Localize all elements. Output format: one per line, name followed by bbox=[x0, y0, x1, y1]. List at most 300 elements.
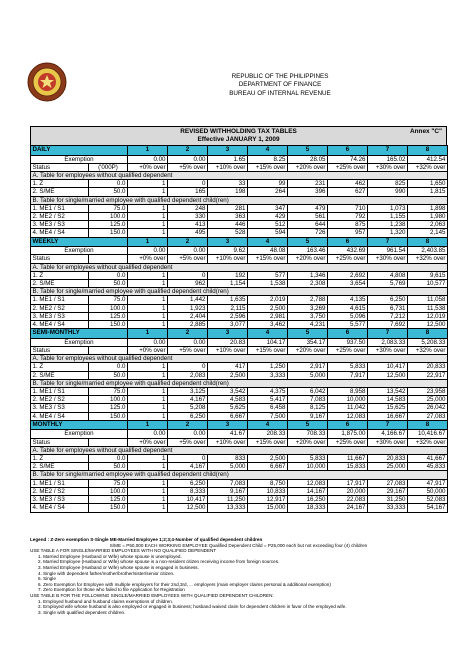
exemption-value: 0.00 bbox=[168, 247, 208, 255]
bracket-value: 12,500 bbox=[368, 371, 408, 379]
exemption-amount: 150.0 bbox=[89, 504, 128, 512]
bracket-value: 31,250 bbox=[368, 496, 408, 504]
bracket-value: 3,077 bbox=[208, 321, 248, 329]
bracket-value: 7,083 bbox=[208, 479, 248, 487]
bracket-value: 330 bbox=[168, 213, 208, 221]
status-rate: +0% over bbox=[128, 163, 168, 171]
bracket-value: 1 bbox=[128, 363, 168, 371]
table-a-band bbox=[31, 172, 448, 180]
status-rate: +30% over bbox=[368, 438, 408, 446]
status-rate: +32% over bbox=[408, 347, 448, 355]
bracket-value: 99 bbox=[248, 180, 288, 188]
use-table-a-heading: USE TABLE A FOR SINGLE/MARRIED EMPLOYEES WITH NO QUALIFIED DEPENDENT bbox=[30, 548, 217, 554]
table-row bbox=[31, 271, 448, 279]
status-rate: +32% over bbox=[408, 163, 448, 171]
bracket-number: 1 bbox=[128, 146, 168, 156]
bracket-value: 1 bbox=[128, 496, 168, 504]
status-code: 1. Z bbox=[31, 363, 89, 371]
bracket-value: 12,500 bbox=[168, 504, 208, 512]
table-a-label: A. Table for employees without qualified dependent bbox=[31, 172, 448, 180]
bracket-number: 4 bbox=[248, 237, 288, 247]
bracket-value: 2,115 bbox=[208, 304, 248, 312]
bracket-value: 18,333 bbox=[288, 504, 328, 512]
bracket-value: 16,250 bbox=[288, 496, 328, 504]
exemption-amount: 150.0 bbox=[89, 321, 128, 329]
exemption-value: 74.26 bbox=[328, 155, 368, 163]
bracket-value: 1 bbox=[128, 188, 168, 196]
bracket-value: 825 bbox=[368, 180, 408, 188]
table-row bbox=[31, 487, 448, 495]
bracket-value: 495 bbox=[168, 229, 208, 237]
table-a-band bbox=[31, 263, 448, 271]
exemption-value: 0.00 bbox=[128, 155, 168, 163]
bracket-value: 10,417 bbox=[168, 496, 208, 504]
bracket-value: 2,788 bbox=[288, 296, 328, 304]
table-row bbox=[31, 296, 448, 304]
header-line-department: DEPARTMENT OF FINANCE bbox=[238, 81, 322, 89]
bracket-value: 41,667 bbox=[408, 455, 448, 463]
status-code: 1. ME1 / S1 bbox=[31, 296, 89, 304]
bracket-value: 6,667 bbox=[208, 412, 248, 420]
status-rate: +10% over bbox=[208, 438, 248, 446]
bracket-value: 24,167 bbox=[328, 504, 368, 512]
bracket-value: 5,096 bbox=[328, 312, 368, 320]
bracket-value: 0 bbox=[168, 271, 208, 279]
bracket-value: 6,458 bbox=[248, 404, 288, 412]
table-title: REVISED WITHHOLDING TAX TABLES bbox=[180, 128, 297, 135]
status-rate: +25% over bbox=[328, 438, 368, 446]
bracket-number: 8 bbox=[408, 237, 448, 247]
status-code: 2. ME2 / S2 bbox=[31, 396, 89, 404]
status-unit bbox=[89, 438, 128, 446]
bracket-number: 5 bbox=[288, 237, 328, 247]
status-code: 4. ME4 / S4 bbox=[31, 321, 89, 329]
bracket-value: 833 bbox=[208, 455, 248, 463]
status-rate: +25% over bbox=[328, 255, 368, 263]
status-rate: +5% over bbox=[168, 255, 208, 263]
bracket-value: 594 bbox=[248, 229, 288, 237]
exemption-amount: 100.0 bbox=[89, 487, 128, 495]
status-code: 2. S/ME bbox=[31, 188, 89, 196]
status-rate: +30% over bbox=[368, 255, 408, 263]
status-row bbox=[31, 347, 448, 355]
bracket-value: 1 bbox=[128, 296, 168, 304]
status-code: 2. ME2 / S2 bbox=[31, 304, 89, 312]
bracket-value: 4,808 bbox=[368, 271, 408, 279]
bracket-value: 23,958 bbox=[408, 388, 448, 396]
bracket-value: 12,500 bbox=[408, 321, 448, 329]
status-code: 4. ME4 / S4 bbox=[31, 412, 89, 420]
bracket-value: 1 bbox=[128, 504, 168, 512]
bracket-value: 231 bbox=[288, 180, 328, 188]
bracket-value: 5,833 bbox=[328, 363, 368, 371]
exemption-amount: 50.0 bbox=[89, 371, 128, 379]
table-b-band bbox=[31, 379, 448, 387]
table-row bbox=[31, 280, 448, 288]
bracket-number: 7 bbox=[368, 146, 408, 156]
table-row bbox=[31, 412, 448, 420]
bracket-value: 20,833 bbox=[408, 363, 448, 371]
exemption-amount: 50.0 bbox=[89, 188, 128, 196]
bracket-value: 192 bbox=[208, 271, 248, 279]
table-row bbox=[31, 188, 448, 196]
bracket-value: 6,250 bbox=[368, 296, 408, 304]
exemption-label: Exemption bbox=[31, 247, 128, 255]
header-line-republic: REPUBLIC OF THE PHILIPPINES bbox=[231, 73, 329, 80]
bracket-value: 14,583 bbox=[368, 396, 408, 404]
bracket-number: 3 bbox=[208, 146, 248, 156]
bracket-value: 6,667 bbox=[248, 463, 288, 471]
section-header-row bbox=[31, 329, 448, 339]
bracket-value: 1 bbox=[128, 479, 168, 487]
bracket-value: 27,083 bbox=[368, 479, 408, 487]
bracket-value: 11,042 bbox=[328, 404, 368, 412]
bracket-number: 7 bbox=[368, 237, 408, 247]
bracket-value: 47,917 bbox=[408, 479, 448, 487]
status-code: 2. S/ME bbox=[31, 280, 89, 288]
bracket-value: 1,635 bbox=[208, 296, 248, 304]
table-row bbox=[31, 455, 448, 463]
exemption-value: 961.54 bbox=[368, 247, 408, 255]
bracket-value: 2,308 bbox=[288, 280, 328, 288]
status-code: 3. ME3 / S3 bbox=[31, 404, 89, 412]
table-row bbox=[31, 221, 448, 229]
exemption-value: 432.69 bbox=[328, 247, 368, 255]
bracket-value: 10,577 bbox=[408, 280, 448, 288]
table-row bbox=[31, 496, 448, 504]
bracket-value: 1,442 bbox=[168, 296, 208, 304]
status-code: 1. ME1 / S1 bbox=[31, 479, 89, 487]
bracket-number: 2 bbox=[168, 146, 208, 156]
exemption-amount: 50.0 bbox=[89, 463, 128, 471]
exemption-value: 0.00 bbox=[128, 338, 168, 346]
status-label: Status bbox=[31, 347, 89, 355]
bracket-value: 20,833 bbox=[368, 455, 408, 463]
bracket-number: 3 bbox=[208, 329, 248, 339]
bracket-value: 1 bbox=[128, 463, 168, 471]
bracket-value: 3,333 bbox=[248, 371, 288, 379]
bracket-value: 50,000 bbox=[408, 487, 448, 495]
bracket-value: 11,667 bbox=[328, 455, 368, 463]
status-unit: ('000P) bbox=[89, 163, 128, 171]
section-header-row bbox=[31, 420, 448, 430]
bracket-value: 1 bbox=[128, 271, 168, 279]
bracket-number: 2 bbox=[168, 329, 208, 339]
bracket-number: 7 bbox=[368, 329, 408, 339]
exemption-value: 0.00 bbox=[168, 430, 208, 438]
effective-date: Effective JANUARY 1, 2009 bbox=[197, 136, 280, 143]
bracket-number: 8 bbox=[408, 329, 448, 339]
bracket-number: 6 bbox=[328, 237, 368, 247]
bracket-value: 11,250 bbox=[208, 496, 248, 504]
bracket-value: 281 bbox=[208, 204, 248, 212]
bracket-number: 7 bbox=[368, 420, 408, 430]
status-code: 1. Z bbox=[31, 271, 89, 279]
bracket-value: 2,596 bbox=[208, 312, 248, 320]
bracket-value: 6,731 bbox=[368, 304, 408, 312]
exemption-amount: 100.0 bbox=[89, 213, 128, 221]
bracket-value: 2,063 bbox=[408, 221, 448, 229]
status-rate: +15% over bbox=[248, 347, 288, 355]
note-item: 3. Married Employee (Husband or Wife) whose spouse is engaged in business. bbox=[38, 564, 199, 570]
bracket-value: 4,167 bbox=[168, 463, 208, 471]
bracket-value: 0 bbox=[168, 363, 208, 371]
bracket-value: 990 bbox=[368, 188, 408, 196]
header-line-bureau: BUREAU OF INTERNAL REVENUE bbox=[229, 89, 331, 97]
bracket-value: 33,333 bbox=[368, 504, 408, 512]
bracket-value: 2,981 bbox=[248, 312, 288, 320]
bracket-value: 2,500 bbox=[248, 455, 288, 463]
bracket-value: 15,625 bbox=[368, 404, 408, 412]
status-label: Status bbox=[31, 255, 89, 263]
bracket-value: 1 bbox=[128, 221, 168, 229]
bracket-value: 7,692 bbox=[368, 321, 408, 329]
bracket-value: 8,958 bbox=[328, 388, 368, 396]
tax-table-grid bbox=[30, 145, 448, 513]
table-row bbox=[31, 463, 448, 471]
bracket-value: 1,538 bbox=[248, 280, 288, 288]
note-item: 3. Single with qualified dependent children. bbox=[38, 609, 126, 615]
table-a-label: A. Table for employees without qualified dependent bbox=[31, 446, 448, 454]
bracket-value: 22,917 bbox=[408, 371, 448, 379]
status-code: 1. ME1 / S1 bbox=[31, 204, 89, 212]
table-b-label: B. Table for single/married employee with qualified dependent child(ren) bbox=[31, 196, 448, 204]
bracket-value: 6,250 bbox=[168, 479, 208, 487]
bracket-value: 1,320 bbox=[368, 229, 408, 237]
status-code: 2. S/ME bbox=[31, 371, 89, 379]
status-rate: +5% over bbox=[168, 163, 208, 171]
table-a-band bbox=[31, 355, 448, 363]
table-b-band bbox=[31, 196, 448, 204]
exemption-value: 28.05 bbox=[288, 155, 328, 163]
use-table-b-heading: USE TABLE B FOR THE FOLLOWING SINGLE/MARRIED EMPLOYEES WITH QUALIFIED DEPENDENT CHILDREN: bbox=[30, 592, 274, 598]
exemption-amount: 125.0 bbox=[89, 404, 128, 412]
status-unit bbox=[89, 347, 128, 355]
status-code: 1. ME1 / S1 bbox=[31, 388, 89, 396]
table-b-band bbox=[31, 288, 448, 296]
bracket-value: 5,625 bbox=[208, 404, 248, 412]
exemption-value: 0.00 bbox=[128, 430, 168, 438]
status-code: 1. Z bbox=[31, 455, 89, 463]
exemption-value: 1,875.00 bbox=[328, 430, 368, 438]
bracket-value: 446 bbox=[208, 221, 248, 229]
bracket-value: 396 bbox=[288, 188, 328, 196]
bracket-value: 2,500 bbox=[248, 304, 288, 312]
status-code: 2. S/ME bbox=[31, 463, 89, 471]
table-b-label: B. Table for single/married employee with qualified dependent child(ren) bbox=[31, 379, 448, 387]
table-row bbox=[31, 321, 448, 329]
section-name: SEMI-MONTHLY bbox=[31, 329, 128, 339]
bracket-value: 45,833 bbox=[408, 463, 448, 471]
withholding-tax-table bbox=[30, 126, 447, 513]
exemption-value: 4,166.67 bbox=[368, 430, 408, 438]
bracket-number: 5 bbox=[288, 420, 328, 430]
note-item: 4. Single with dependent father/mother/brother/sister/senior citizen. bbox=[38, 570, 175, 576]
bracket-number: 3 bbox=[208, 420, 248, 430]
exemption-row bbox=[31, 338, 448, 346]
bracket-value: 2,019 bbox=[248, 296, 288, 304]
status-rate: +30% over bbox=[368, 163, 408, 171]
bracket-number: 1 bbox=[128, 420, 168, 430]
bracket-value: 3,750 bbox=[288, 312, 328, 320]
bracket-value: 417 bbox=[208, 363, 248, 371]
table-row bbox=[31, 363, 448, 371]
status-rate: +20% over bbox=[288, 438, 328, 446]
status-code: 3. ME3 / S3 bbox=[31, 312, 89, 320]
legend-text: Legend : Z-Zero exemption S-Single ME-Married Employee 1;2;3;4-Number of qualified dependent children bbox=[30, 537, 263, 542]
bracket-value: 1,073 bbox=[368, 204, 408, 212]
bracket-value: 16,667 bbox=[368, 412, 408, 420]
bracket-number: 6 bbox=[328, 329, 368, 339]
exemption-amount: 100.0 bbox=[89, 304, 128, 312]
bracket-value: 5,000 bbox=[288, 371, 328, 379]
bracket-value: 15,000 bbox=[248, 504, 288, 512]
exemption-value: 2,403.85 bbox=[408, 247, 448, 255]
bracket-value: 429 bbox=[248, 213, 288, 221]
section-name: MONTHLY bbox=[31, 420, 128, 430]
bracket-value: 3,269 bbox=[288, 304, 328, 312]
bracket-value: 6,250 bbox=[168, 412, 208, 420]
exemption-amount: 100.0 bbox=[89, 396, 128, 404]
bracket-value: 512 bbox=[248, 221, 288, 229]
status-rate: +25% over bbox=[328, 163, 368, 171]
bracket-value: 14,167 bbox=[288, 487, 328, 495]
status-code: 1. Z bbox=[31, 180, 89, 188]
bracket-value: 5,769 bbox=[368, 280, 408, 288]
bracket-value: 7,212 bbox=[368, 312, 408, 320]
exemption-value: 1.65 bbox=[208, 155, 248, 163]
bracket-value: 644 bbox=[288, 221, 328, 229]
bracket-value: 2,404 bbox=[168, 312, 208, 320]
bracket-value: 1 bbox=[128, 321, 168, 329]
bracket-value: 1,650 bbox=[408, 180, 448, 188]
bracket-value: 10,417 bbox=[368, 363, 408, 371]
bracket-value: 8,750 bbox=[248, 479, 288, 487]
exemption-amount: 50.0 bbox=[89, 280, 128, 288]
status-row bbox=[31, 438, 448, 446]
note-item: 2. Married Employee (Husband or Wife) whose spouse is a non-resident citizen receiving income from foreign sources. bbox=[38, 559, 280, 565]
exemption-value: 5,208.33 bbox=[408, 338, 448, 346]
bracket-value: 264 bbox=[248, 188, 288, 196]
status-rate: +10% over bbox=[208, 163, 248, 171]
status-rate: +10% over bbox=[208, 347, 248, 355]
bracket-value: 1,346 bbox=[288, 271, 328, 279]
bracket-value: 627 bbox=[328, 188, 368, 196]
bracket-value: 10,000 bbox=[288, 463, 328, 471]
bracket-value: 1,238 bbox=[368, 221, 408, 229]
bracket-value: 710 bbox=[328, 204, 368, 212]
bracket-value: 25,000 bbox=[408, 396, 448, 404]
bracket-value: 33 bbox=[208, 180, 248, 188]
status-unit bbox=[89, 255, 128, 263]
exemption-value: 8.25 bbox=[248, 155, 288, 163]
status-code: 4. ME4 / S4 bbox=[31, 504, 89, 512]
bracket-value: 1 bbox=[128, 213, 168, 221]
status-rate: +20% over bbox=[288, 163, 328, 171]
bracket-value: 248 bbox=[168, 204, 208, 212]
bracket-value: 15,833 bbox=[328, 463, 368, 471]
table-row bbox=[31, 504, 448, 512]
exemption-amount: 150.0 bbox=[89, 229, 128, 237]
exemption-value: 10,416.67 bbox=[408, 430, 448, 438]
exemption-value: 937.50 bbox=[328, 338, 368, 346]
bracket-number: 3 bbox=[208, 237, 248, 247]
bracket-value: 1 bbox=[128, 404, 168, 412]
bracket-value: 4,167 bbox=[168, 396, 208, 404]
status-rate: +10% over bbox=[208, 255, 248, 263]
table-row bbox=[31, 404, 448, 412]
bracket-number: 1 bbox=[128, 329, 168, 339]
exemption-amount: 150.0 bbox=[89, 412, 128, 420]
annex-label: Annex "C" bbox=[410, 128, 442, 135]
bracket-value: 54,167 bbox=[408, 504, 448, 512]
bracket-value: 1,923 bbox=[168, 304, 208, 312]
note-item: 2. Employed wife whose husband is also employed or engaged in business; husband waived claim for dependent children in favor of the employed wife. bbox=[38, 604, 347, 610]
bracket-value: 413 bbox=[168, 221, 208, 229]
table-row bbox=[31, 229, 448, 237]
table-row bbox=[31, 371, 448, 379]
exemption-amount: 0.0 bbox=[89, 271, 128, 279]
bracket-value: 52,083 bbox=[408, 496, 448, 504]
note-item: 7. Zero Exemption for those who failed to file Application for Registration bbox=[38, 587, 185, 593]
bracket-value: 9,167 bbox=[208, 487, 248, 495]
exemption-amount: 0.0 bbox=[89, 180, 128, 188]
bracket-value: 5,833 bbox=[288, 455, 328, 463]
table-title-box bbox=[30, 126, 447, 145]
exemption-value: 41.67 bbox=[208, 430, 248, 438]
bracket-number: 8 bbox=[408, 420, 448, 430]
exemption-label: Exemption bbox=[31, 155, 128, 163]
exemption-row bbox=[31, 247, 448, 255]
note-item: 1. Married Employee (Husband or Wife) whose spouse is unemployed. bbox=[38, 553, 182, 559]
exemption-amount: 75.0 bbox=[89, 204, 128, 212]
exemption-amount: 125.0 bbox=[89, 221, 128, 229]
bracket-number: 4 bbox=[248, 329, 288, 339]
table-row bbox=[31, 180, 448, 188]
exemption-value: 2,083.33 bbox=[368, 338, 408, 346]
bracket-value: 11,538 bbox=[408, 304, 448, 312]
status-rate: +15% over bbox=[248, 255, 288, 263]
table-b-band bbox=[31, 471, 448, 479]
section-header-row bbox=[31, 146, 448, 156]
agency-header bbox=[180, 73, 380, 98]
bracket-value: 479 bbox=[288, 204, 328, 212]
bracket-value: 462 bbox=[328, 180, 368, 188]
status-rate: +15% over bbox=[248, 438, 288, 446]
bracket-value: 1 bbox=[128, 487, 168, 495]
note-item: 6. Zero Exemption for Employee with multiple employers for their 2nd,3rd, ... employers (main employer claims personal & additional exemption) bbox=[38, 581, 331, 587]
notes-section bbox=[30, 537, 447, 615]
bracket-number: 1 bbox=[128, 237, 168, 247]
bracket-value: 363 bbox=[208, 213, 248, 221]
exemption-amount: 75.0 bbox=[89, 388, 128, 396]
bracket-value: 1,815 bbox=[408, 188, 448, 196]
bracket-value: 5,000 bbox=[208, 463, 248, 471]
bracket-value: 528 bbox=[208, 229, 248, 237]
bracket-value: 1,980 bbox=[408, 213, 448, 221]
bracket-value: 4,135 bbox=[328, 296, 368, 304]
bracket-value: 12,083 bbox=[328, 412, 368, 420]
bracket-value: 7,917 bbox=[328, 371, 368, 379]
exemption-value: 165.02 bbox=[368, 155, 408, 163]
table-b-label: B. Table for single/married employee with qualified dependent child(ren) bbox=[31, 471, 448, 479]
bracket-value: 3,654 bbox=[328, 280, 368, 288]
bracket-value: 2,692 bbox=[328, 271, 368, 279]
table-row bbox=[31, 396, 448, 404]
exemption-value: 48.08 bbox=[248, 247, 288, 255]
status-code: 2. ME2 / S2 bbox=[31, 213, 89, 221]
bracket-value: 1 bbox=[128, 204, 168, 212]
